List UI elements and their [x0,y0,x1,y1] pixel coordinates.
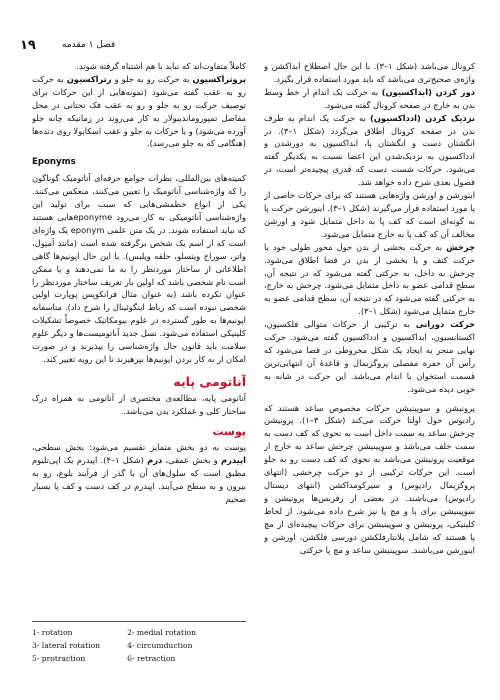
paragraph: کاملاً متفاوت‌اند که نباید با هم اشتباه گرفته شوند. [76,61,246,71]
paragraph-protraction: پروتراکسیون به حرکت رو به جلو و رتراکسیون به حرکت رو به عقب گفته می‌شود (نمونه‌هایی از این حرکات برای توصیف حرکت رو به جلو و رو به عقب فک تحتانی در محل مفاصل تمپوروماندیبولار به کار می‌روند در زمانیکه چانه جلو آورده می‌شود) و یا حرکات به جلو و عقب اسکاپولا روی دنده‌ها (هنگامی که به جلو می‌رسد). [32,73,246,149]
footnote: 1- rotation [32,628,73,637]
footnote: 3- lateral rotation [32,641,101,650]
paragraph-pronation: پرونیشن و سوپینیشن حرکات مخصوص ساعد هستند که رادیوس حول اولنا حرکت می‌کند (شکل ۳–۱). پرونیشن چرخش ساعد به سمت داخل است به نحوی که کف دست به سمت خلف می‌باشد و سوپینیشن چرخش ساعد به خارج از موقعیت پرونیشن می‌باشد به نحوی که کف دست رو به جلو است. این حرکات ترکیبی از دو حرکت چرخشی (انتهای پروگزیمال رادیوس) و سیرکومداکشن (انتهای دیستال رادیوس) می‌باشند. در بعضی از رفرنس‌ها پرونیشن و سوپینیشن برای پا و مچ پا نیز شرح داده می‌شود. از لحاظ کلینیکی، پرونیشن و سوپینیشن برای حرکات پیچیده‌ای از مچ پا هستند که شامل پلانتارفلکشن دورسی فلکشن، اورشن و اینورشن می‌باشند. سوپینیشن ساعد و مچ پا حرکتی [264,402,475,555]
paragraph-basic-anatomy: آناتومی پایه، مطالعه‌ی مختصری از آناتومی به همراه درک ساختار کلی و عملکرد بدن می‌باشد. [32,392,246,416]
paragraph: کرونال می‌باشد (شکل ۱–۳). با این حال اصطلاح ابداکشن و واژه‌ی صحیح‌تری می‌باشد که باید مورد استفاده قرار بگیرد. [264,61,475,84]
paragraph-skin: پوست به دو بخش متمایز تقسیم می‌شود: بخش سطحی، اپیدرم و بخش عمقی، درم (شکل ۱–۴). اپیدرم یک اپی‌تلیوم مطبق است که سلول‌های آن با گذر از فرآیند بلوغ، رو به بیرون و به سطح می‌آیند. اپیدرم در کف دست و کف پا بسیار ضخیم [32,442,246,505]
paragraph-circumduction: حرکت دورانی به ترکیبی از حرکات متوالی فلکسیون، اکستانسیون، ابداکسیون و ادداکسیون گفته می‌شود. حرکت نهایی منجر به ایجاد یک شکل مخروطی در فضا می‌شود که رأس آن حفره مفصلی پروگزیمال و قاعدهٔ آن انتهایی‌ترین قسمت استخوان یا اندام می‌باشد. این حرکت در شانه به خوبی دیده می‌شود. [264,319,475,394]
footnote: 4- circumduction [127,641,193,650]
footnote: 6- retraction [127,654,176,663]
paragraph-abduction: دور کردن (ابداکسیون) به حرکت یک اندام از خط وسط بدن به خارج در صفحه کرونال گفته می‌شود. [264,86,475,110]
left-column [32,60,246,620]
footnote: 2- medial rotation [127,628,196,637]
footnote: 5- protraction [32,654,86,663]
paragraph-inversion: اینورشن و اورشن واژه‌هایی هستند که برای حرکات خاصی از پا مورد استفاده قرار می‌گیرند (شکل ۱–۳). اینورشن حرکت پا به گونه‌ای است که کف پا به داخل متمایل شود و اورشن مخالف آن که کف پا به خارج متمایل می‌شود. [264,190,475,239]
right-column [264,60,475,680]
paragraph-adduction: نزدیک کردن (ادداکسیون) به حرکت یک اندام به طرف بدن در صفحه کرونال اطلاق می‌گردد (شکل ۱–۳). در انگشتان دست و انگشتان پا، ابداکسیون به دورشدن و ادداکسیون به نزدیک‌شدن این اعضا نسبت به یکدیگر گفته می‌شود. حرکات شست دست که قدری پیچیده‌تر است، در فصول بعدی شرح داده خواهد شد. [264,112,475,188]
eponyms-heading: Eponyms [32,157,76,168]
running-title: فصل ۱ مقدمه [62,40,116,50]
subsection-title: پوست [212,424,246,438]
footnotes [32,626,246,665]
paragraph-rotation: چرخش به حرکت بخشی از بدن حول محور طولی خود یا حرکت کتف و یا بخشی از بدن در فضا اطلاق می‌شود. چرخش به داخل، به حرکتی گفته می‌شود که در نتیجه آن، سطح قدامی عضو به داخل متمایل می‌شود. چرخش به خارج، به حرکتی گفته می‌شود که در نتیجه آن، سطح قدامی عضو به خارج متمایل می‌شود (شکل ۱–۳). [264,241,475,317]
section-title: آناتومی پایه [173,373,246,389]
page-header [20,38,480,54]
page-number: ۱۹ [20,38,36,53]
footnote-divider [32,621,246,622]
paragraph-eponyms: کمیته‌های بین‌المللی، نظرات جوامع حرفه‌ای آناتومیک گوناگون را که واژه‌شناسی آناتومیک را تعیین می‌کنند، منعکس می‌کنند. یکی از انواع خطمشی‌هایی که سبب برای تولید این واژه‌شناسی آناتومیکی به کار می‌رود eponymeهایی هستند که نباید استفاده شوند. در یک متن علمی eponym یک واژه‌ای است که از اسم یک شخص برگرفته شده است (مانند آمپول، واتر، سوراخ وینسلو، حلقه ویلیس). با این حال اپونیم‌ها گاهی اطلاعاتی از ساختار موردنظر را به ما نمی‌دهند و یا ممکن است نام شخصی باشد که اولین بار تعریف ساختار موردنظر را عنوان نکرده باشد (به عنوان مثال فرانکوپس پوپارت اولین شخصی نبوده است که رباط اینگوئینال را شرح داد). متاسفانه اپونیم‌ها به طور گسترده در علوم بیومکانیک خصوصاً تشکیلات کلینیکی استفاده می‌شود. نسل جدید آناتومیست‌ها و دیگر علوم سلامت باید قانون حال واژه‌شناسی را بپذیرند و در صورت امکان از به کار بردن اپونیم‌ها بپرهیزند تا این رویه تغییر کند. [32,173,246,364]
footnote-row [32,626,246,639]
footnote-row [32,639,246,652]
footnote-row [32,652,246,665]
